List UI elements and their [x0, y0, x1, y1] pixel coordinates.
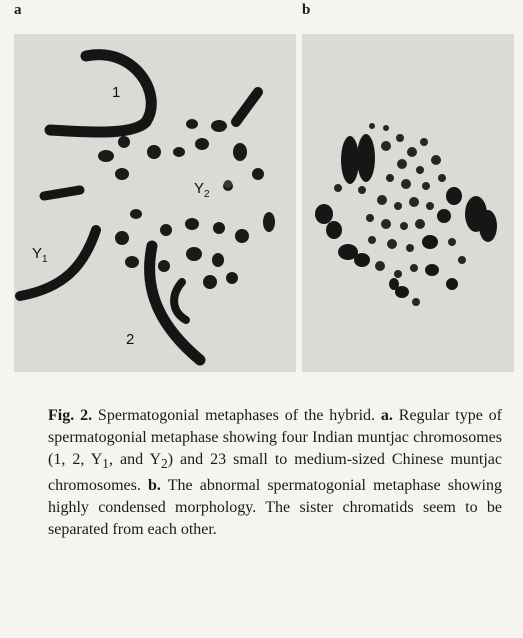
metaphase-image-a	[14, 34, 296, 372]
chromosome-small	[213, 222, 225, 234]
chromosome-small	[263, 212, 275, 232]
chromosome-small	[235, 229, 249, 243]
caption-panel-b-text: The abnormal spermatogonial metaphase showing highly condensed morphology. The sister chromatids seem to be separated from each other.	[48, 477, 502, 539]
caption-panel-b-label: b.	[148, 477, 161, 495]
chromosome-small	[98, 150, 114, 162]
chromosome-small	[160, 224, 172, 236]
chromosome-small	[185, 218, 199, 230]
metaphase-image-b	[302, 34, 514, 372]
caption-panel-a-text-end: ) and 23 small to medium-sized Chinese muntjac chromosomes.	[48, 451, 503, 495]
chromosome-small	[212, 253, 224, 267]
chromosome-small	[130, 209, 142, 219]
caption-panel-a-label: a.	[380, 407, 393, 424]
label-chromosome-y1: $Y_1$	[32, 245, 48, 265]
chromosome-small	[147, 145, 161, 159]
caption-panel-a-text: Regular type of spermatogonial metaphase showing four Indian muntjac chromosomes (1, 2, Y	[48, 407, 503, 468]
chromosome-small	[203, 275, 217, 289]
chromosome-small	[211, 120, 227, 132]
chromosome-small	[186, 119, 198, 129]
chromosome-long-left	[44, 190, 80, 196]
chromosome-1	[50, 55, 151, 132]
chromosome-small	[115, 168, 129, 180]
chromosome-small	[195, 138, 209, 150]
chromosome-long-upper	[236, 92, 258, 122]
caption-panel-a-text-cont: , and Y	[108, 451, 162, 468]
chromosome-small	[226, 272, 238, 284]
chromosome-hook-lower	[174, 282, 186, 320]
chromosome-small	[118, 136, 130, 148]
figure-caption	[48, 405, 502, 541]
figure-label: Fig. 2.	[48, 407, 93, 424]
chromosome-small	[125, 256, 139, 268]
micrograph-panel-b	[302, 34, 514, 372]
chromosome-small	[158, 260, 170, 272]
chromosome-small	[233, 143, 247, 161]
chromosome-y1	[20, 230, 96, 296]
chromosome-y2	[224, 180, 232, 188]
caption-y2-subscript: 2	[161, 456, 168, 472]
label-chromosome-y2: $Y_2$	[194, 180, 210, 200]
caption-y1-subscript: 1	[102, 456, 109, 472]
label-chromosome-1: 1	[112, 84, 121, 101]
label-chromosome-2: 2	[126, 331, 135, 348]
caption-intro: Spermatogonial metaphases of the hybrid.	[92, 407, 381, 424]
panel-letter-a: a	[14, 2, 22, 18]
chromosome-small	[252, 168, 264, 180]
panel-letter-b: b	[302, 2, 311, 18]
chromosome-small	[115, 231, 129, 245]
chromosome-small	[186, 247, 202, 261]
micrograph-panel-a	[14, 34, 296, 372]
chromosome-small	[173, 147, 185, 157]
